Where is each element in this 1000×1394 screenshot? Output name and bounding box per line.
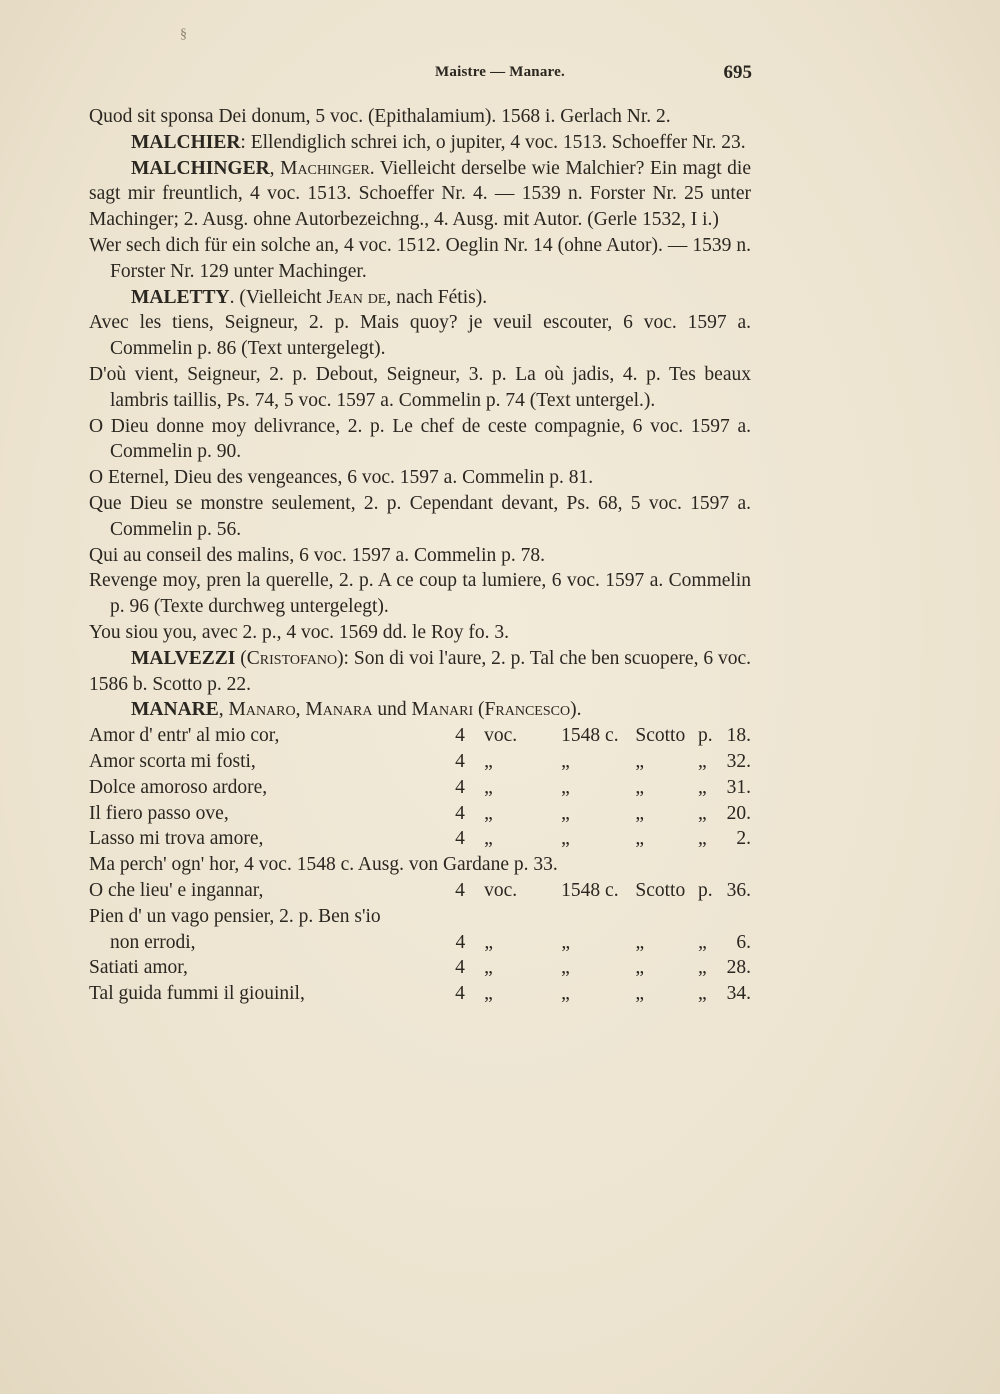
voice-count: 4 [455, 957, 465, 979]
table-row-title-line [89, 904, 751, 930]
voc-cell: „ [484, 931, 494, 953]
voice-count: 4 [455, 802, 465, 824]
composer-name: MALCHIER [131, 131, 241, 153]
composer-alias: Manari [411, 699, 474, 721]
p-cell: „ [698, 776, 707, 798]
entry-text: . (Vielleicht [229, 286, 327, 308]
voc-cell: voc. [484, 879, 518, 901]
voc-cell: „ [484, 750, 493, 772]
page-cell: 28. [726, 957, 751, 979]
voice-count: 4 [455, 776, 465, 798]
entry-wer-sech-dich: Wer sech dich für ein solche an, 4 voc. 1512. Oeglin Nr. 14 (ohne Autor). — 1539 n. Forster Nr. 129 unter Machinger. [89, 234, 751, 282]
entry-malchier [89, 130, 751, 156]
entry-text: , nach Fétis). [386, 286, 488, 308]
entry-que-dieu: Que Dieu se monstre seulement, 2. p. Cependant devant, Ps. 68, 5 voc. 1597 a. Commelin p. 56. [89, 492, 751, 540]
name-separator: ). [570, 699, 582, 721]
p-cell: p. [698, 725, 713, 747]
publisher-cell: „ [635, 957, 645, 979]
entry-malvezzi [89, 646, 751, 698]
table-row [89, 775, 751, 801]
composer-ref: Francesco [484, 699, 571, 721]
year-cell: 1548 c. [561, 725, 619, 747]
table-row [89, 930, 751, 956]
page-cell: 36. [726, 879, 751, 901]
table-row [89, 955, 751, 981]
composer-alias: Manara [305, 699, 373, 721]
voc-cell: voc. [484, 725, 518, 747]
entry-o-eternel: O Eternel, Dieu des vengeances, 6 voc. 1597 a. Commelin p. 81. [89, 467, 594, 489]
entry-you-siou-you: You siou you, avec 2. p., 4 voc. 1569 dd. le Roy fo. 3. [89, 621, 509, 643]
name-separator: und [372, 699, 412, 721]
year-cell: „ [561, 776, 570, 798]
composer-name: MANARE [131, 699, 219, 721]
work-title: Satiati amor, [89, 957, 188, 979]
table-row [89, 878, 751, 904]
page-cell: 2. [736, 828, 751, 850]
publisher-cell: „ [635, 983, 645, 1005]
composer-name: MALETTY [131, 286, 230, 308]
year-cell: „ [561, 983, 570, 1005]
entry-malchinger [89, 156, 751, 233]
publisher-cell: „ [635, 776, 645, 798]
entry-quod-sit-sponsa: Quod sit sponsa Dei donum, 5 voc. (Epithalamium). 1568 i. Gerlach Nr. 2. [89, 106, 671, 127]
publisher-cell: „ [635, 750, 645, 772]
entry-maletty [89, 285, 751, 311]
year-cell: „ [561, 802, 570, 824]
table-row-special [89, 852, 751, 878]
voc-cell: „ [484, 776, 493, 798]
voice-count: 4 [455, 931, 466, 953]
year-cell: 1548 c. [561, 879, 619, 901]
publisher-cell: „ [635, 828, 645, 850]
work-title: Il fiero passo ove, [89, 802, 229, 824]
table-row [89, 723, 751, 749]
name-separator: , [269, 157, 281, 179]
work-title: Pien d' un vago pensier, 2. p. Ben s'io [89, 905, 381, 927]
entry-o-dieu-donne: O Dieu donne moy delivrance, 2. p. Le chef de ceste compagnie, 6 voc. 1597 a. Commelin p. 90. [89, 415, 751, 463]
name-separator: , [295, 699, 306, 721]
composer-alias: Manaro [228, 699, 296, 721]
page-number: 695 [723, 62, 752, 83]
publisher-cell: Scotto [635, 879, 686, 901]
voice-count: 4 [455, 828, 465, 850]
work-title: Tal guida fummi il giouinil, [89, 983, 305, 1005]
composer-name: MALVEZZI [131, 647, 236, 669]
p-cell: „ [698, 931, 707, 953]
page-cell: 34. [726, 983, 751, 1005]
entry-manare [89, 697, 751, 723]
entry-revenge-moy: Revenge moy, pren la querelle, 2. p. A ce coup ta lumiere, 6 voc. 1597 a. Commelin p. 96 (Texte durchweg untergelegt). [89, 570, 751, 618]
voc-cell: „ [484, 983, 493, 1005]
composer-ref: Cristofano [246, 647, 338, 669]
publisher-cell: „ [635, 802, 645, 824]
works-table [89, 723, 751, 1007]
composer-name: MALCHINGER [131, 157, 270, 179]
table-row [89, 981, 751, 1007]
p-cell: „ [698, 802, 707, 824]
composer-alias: Machinger [280, 157, 370, 179]
entry-text: ): Son di voi l'aure, 2. p. Tal che ben scuopere, 6 voc. 1586 b. Scotto p. 22. [89, 647, 751, 695]
year-cell: „ [561, 750, 570, 772]
work-title: Amor scorta mi fosti, [89, 750, 256, 772]
work-title: Dolce amoroso ardore, [89, 776, 268, 798]
publisher-cell: „ [635, 931, 645, 953]
page-cell: 20. [726, 802, 751, 824]
year-cell: „ [561, 931, 571, 953]
table-row [89, 826, 751, 852]
stray-mark: § [180, 27, 187, 42]
voice-count: 4 [455, 725, 465, 747]
voc-cell: „ [484, 802, 493, 824]
p-cell: „ [698, 957, 707, 979]
name-separator: , [218, 699, 229, 721]
name-separator: ( [473, 699, 485, 721]
entry-d-ou-vient: D'où vient, Seigneur, 2. p. Debout, Seigneur, 3. p. La où jadis, 4. p. Tes beaux lambris taillis, Ps. 74, 5 voc. 1597 a. Commelin p. 74 (Text untergel.). [89, 363, 751, 411]
page-cell: 18. [726, 725, 751, 747]
voc-cell: „ [484, 957, 493, 979]
entry-text: . Vielleicht derselbe wie Malchier? Ein magt die sagt mir freuntlich, 4 voc. 1513. Schoeffer Nr. 4. — 1539 n. Forster Nr. 25 unter Machinger; 2. Ausg. ohne Autorbezeichng., 4. Ausg. mit Autor. (Gerle 1532, I i.) [89, 157, 751, 231]
table-row [89, 749, 751, 775]
year-cell: „ [561, 957, 570, 979]
work-title: Amor d' entr' al mio cor, [89, 725, 280, 747]
voice-count: 4 [455, 750, 465, 772]
entry-qui-au-conseil: Qui au conseil des malins, 6 voc. 1597 a. Commelin p. 78. [89, 544, 546, 566]
publisher-cell: Scotto [635, 725, 686, 747]
voice-count: 4 [455, 983, 465, 1005]
year-cell: „ [561, 828, 570, 850]
table-row [89, 801, 751, 827]
work-title: non errodi, [110, 931, 196, 953]
entry-avec-les-tiens: Avec les tiens, Seigneur, 2. p. Mais quoy? je veuil escouter, 6 voc. 1597 a. Commelin p. 86 (Text untergelegt). [89, 312, 751, 360]
p-cell: „ [698, 983, 707, 1005]
composer-ref: Jean de [326, 286, 387, 308]
running-title: Maistre — Manare. [435, 64, 565, 80]
page-cell: 6. [736, 931, 752, 953]
page-cell: 32. [726, 750, 751, 772]
entry-text: ( [235, 647, 247, 669]
work-title: Lasso mi trova amore, [89, 828, 264, 850]
page-cell: 31. [726, 776, 751, 798]
p-cell: „ [698, 750, 707, 772]
work-title: O che lieu' e ingannar, [89, 879, 264, 901]
p-cell: „ [698, 828, 707, 850]
work-entry: Ma perch' ogn' hor, 4 voc. 1548 c. Ausg. von Gardane p. 33. [89, 854, 558, 876]
page-body [89, 104, 751, 1007]
entry-text: : Ellendiglich schrei ich, o jupiter, 4 voc. 1513. Schoeffer Nr. 23. [240, 131, 746, 153]
voice-count: 4 [455, 879, 465, 901]
p-cell: p. [698, 879, 713, 901]
voc-cell: „ [484, 828, 493, 850]
